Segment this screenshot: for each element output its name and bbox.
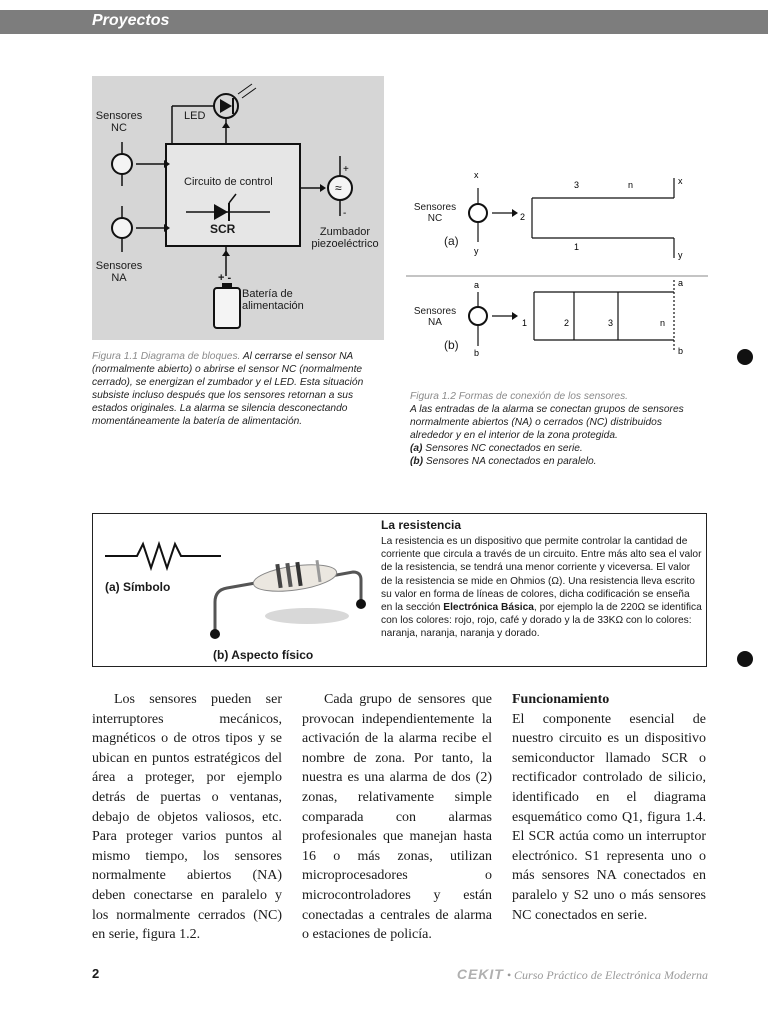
fig1-label-sensors-nc: Sensores NC [95, 110, 143, 134]
svg-text:2: 2 [520, 212, 526, 222]
svg-text:x: x [678, 176, 683, 186]
section-title: Proyectos [92, 12, 170, 29]
svg-text:a: a [474, 280, 480, 290]
margin-bullet-bottom [737, 651, 753, 667]
fig2-label-sensors-na: Sensores NA [413, 306, 457, 328]
svg-text:y: y [678, 250, 683, 260]
footer-brand: CEKIT [456, 966, 504, 982]
svg-text:n: n [628, 180, 634, 190]
resistor-text-part2: , por ejemplo la de 220Ω se identifica con los colores: rojo, rojo, café y dorado y la de 33KΩ con lo colores: naranja, naranja, naranja y dorado. [381, 602, 702, 640]
figure-1-2-sensor-connections [406, 150, 708, 360]
svg-text:y: y [474, 246, 479, 256]
body-column-1 [92, 690, 282, 945]
fig2-caption-b-tag: (b) [410, 456, 424, 467]
fig1-label-plusminus: + - [218, 272, 232, 284]
col1-paragraph: Los sensores pueden ser interruptores mecánicos, magnéticos o de otros tipos y se ubican en puntos estratégicos del área a proteger, por ejemplo detrás de puertas o ventanas, debajo de objetos valiosos, etc. Para proteger varios puntos al mismo tiempo, los sensores normalmente abiertos (NA) deben conectarse en paralelo y los normalmente cerrados (NC) en serie, figura 1.2. [92, 692, 282, 943]
fig2-label-a: (a) [444, 234, 459, 248]
resistor-symbol-label: (a) Símbolo [105, 580, 171, 594]
fig1-caption-text: Al cerrarse el sensor NA (normalmente abierto) o abrirse el sensor NC (normalmente cerrado), se energizan el zumbador y el LED. Esta situación subsiste incluso después que los sensores retornan a sus estados originales. La alarma se silencia desconectando momentáneamente la batería de alimentación. [92, 351, 364, 427]
figure-1-1-caption [92, 350, 386, 428]
footer-course: • Curso Práctico de Electrónica Moderna [506, 968, 708, 982]
footer-credit [457, 966, 708, 983]
resistor-text-bold: Electrónica Básica [443, 602, 534, 614]
fig1-label-sensors-na: Sensores NA [95, 260, 143, 284]
svg-text:1: 1 [574, 242, 580, 252]
fig2-caption-b: Sensores NA conectados en paralelo. [425, 456, 597, 467]
svg-text:+: + [343, 164, 349, 175]
fig2-caption-title: Figura 1.2 Formas de conexión de los sensores. [410, 391, 629, 402]
page-number: 2 [92, 966, 100, 981]
figure-1-1-block-diagram [92, 76, 384, 340]
margin-bullet-top [737, 349, 753, 365]
fig1-label-battery: Batería de alimentación [242, 288, 304, 312]
fig2-label-b: (b) [444, 338, 459, 352]
fig2-caption-text: A las entradas de la alarma se conectan grupos de sensores normalmente abiertos (NA) o cerrados (NC) distribuidos alrededor y en el interior de la zona protegida. [410, 404, 684, 441]
fig1-label-scr: SCR [210, 222, 236, 236]
resistor-box-title: La resistencia [381, 518, 462, 532]
fig1-label-buzzer: Zumbador piezoeléctrico [311, 226, 379, 250]
svg-text:n: n [660, 318, 666, 328]
svg-text:b: b [678, 346, 684, 356]
body-column-2 [302, 690, 492, 945]
fig2-label-sensors-nc: Sensores NC [413, 202, 457, 224]
fig1-label-led: LED [184, 110, 206, 122]
svg-text:2: 2 [564, 318, 570, 328]
fig1-label-control: Circuito de control [184, 176, 273, 188]
svg-text:b: b [474, 348, 480, 358]
resistor-aspect-label: (b) Aspecto físico [213, 648, 314, 662]
fig2-caption-a: Sensores NC conectados en serie. [425, 443, 583, 454]
svg-text:x: x [474, 170, 479, 180]
col2-paragraph: Cada grupo de sensores que provocan independientemente la activación de la alarma recibe el nombre de zona. Por tanto, la nuestra es una alarma de dos (2) zonas, relativamente simple comparada con alarmas profesionales que manejan hasta 16 o más zonas, utilizan microprocesadores o microcontroladores y están conectadas a centrales de alarma o estaciones de policía. [302, 692, 492, 943]
resistor-box-text [381, 535, 703, 641]
body-column-3 [512, 690, 706, 925]
svg-text:1: 1 [522, 318, 528, 328]
col3-heading: Funcionamiento [512, 692, 610, 707]
figure-1-2-caption [410, 390, 706, 468]
svg-text:a: a [678, 278, 684, 288]
svg-text:3: 3 [574, 180, 580, 190]
resistor-text-part1: La resistencia es un dispositivo que permite controlar la cantidad de corriente que circula a través de un circuito. Entre más alto sea el valor de la resistencia, se tendrá una menor corriente y viceversa. El valor de la resistencia se mide en Ohmios (Ω). Una resistencia lleva escrito su valor en forma de líneas de colores, dicha codificación se enseña en la sección [381, 536, 702, 614]
resistor-info-box [92, 513, 707, 667]
svg-text:3: 3 [608, 318, 614, 328]
fig1-caption-title: Figura 1.1 Diagrama de bloques. [92, 351, 241, 362]
col3-paragraph: El componente esencial de nuestro circuito es un dispositivo semiconductor llamado SCR o rectificador controlado de silicio, identificado en el diagrama esquemático como Q1, figura 1.4. El SCR actúa como un interruptor electrónico. S1 representa uno o más sensores NA conectados en paralelo y S2 uno o más sensores NC conectados en serie. [512, 711, 706, 923]
section-header-bar [0, 10, 768, 34]
svg-text:≈: ≈ [335, 181, 342, 195]
svg-text:-: - [343, 208, 347, 219]
fig2-caption-a-tag: (a) [410, 443, 423, 454]
